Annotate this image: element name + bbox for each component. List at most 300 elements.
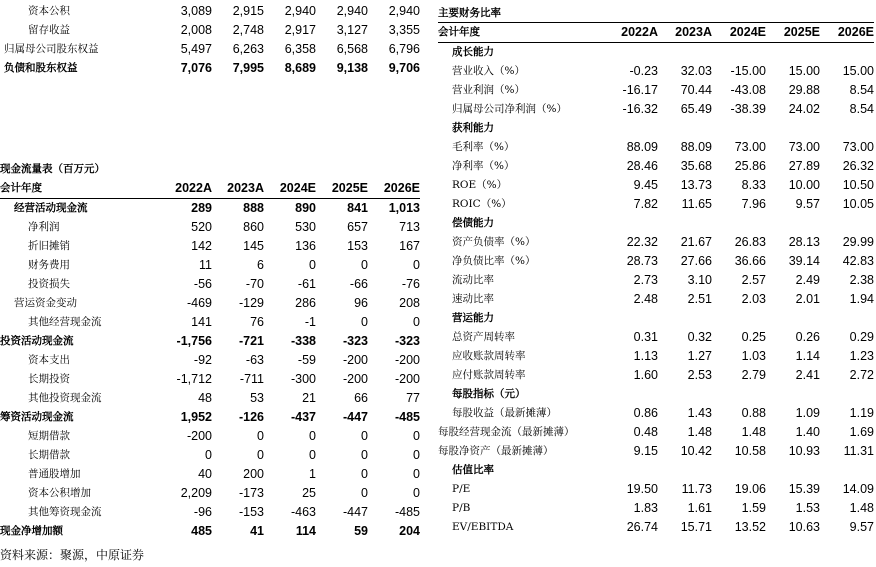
value-cell: 29.88 bbox=[788, 83, 820, 97]
row-label: 筹资活动现金流 bbox=[0, 411, 74, 423]
value-cell: 153 bbox=[347, 239, 368, 253]
value-cell: -61 bbox=[297, 277, 316, 291]
ratios-table bbox=[438, 23, 874, 537]
value-cell: 0 bbox=[309, 429, 316, 443]
value-cell: -16.32 bbox=[622, 102, 658, 116]
empty-cell bbox=[604, 309, 658, 328]
value-cell: 0 bbox=[413, 315, 420, 329]
value-cell: -92 bbox=[193, 353, 212, 367]
value-cell: 29.99 bbox=[842, 235, 874, 249]
row-label: 短期借款 bbox=[28, 430, 70, 442]
value-cell: 9,138 bbox=[336, 61, 368, 75]
value-cell: -200 bbox=[342, 372, 368, 386]
row-label: 归属母公司净利润（%） bbox=[452, 103, 567, 115]
row-label: 其他筹资现金流 bbox=[28, 506, 102, 518]
value-cell: 1.53 bbox=[795, 501, 820, 515]
empty-cell bbox=[766, 214, 820, 233]
value-cell: 1.13 bbox=[633, 349, 658, 363]
value-cell: 530 bbox=[295, 220, 316, 234]
value-cell: 2,940 bbox=[336, 4, 368, 18]
table-row bbox=[0, 446, 420, 465]
value-cell: 21.67 bbox=[680, 235, 712, 249]
header-label: 会计年度 bbox=[438, 23, 604, 43]
value-cell: 167 bbox=[399, 239, 420, 253]
value-cell: 10.00 bbox=[788, 178, 820, 192]
table-row bbox=[438, 499, 874, 518]
value-cell: 8.54 bbox=[849, 102, 874, 116]
header-year: 2023A bbox=[658, 23, 712, 43]
value-cell: -63 bbox=[245, 353, 264, 367]
value-cell: 841 bbox=[347, 201, 368, 215]
row-label: 普通股增加 bbox=[28, 468, 81, 480]
value-cell: 28.46 bbox=[626, 159, 658, 173]
table-row bbox=[438, 442, 874, 461]
cashflow-table bbox=[0, 179, 420, 541]
value-cell: 9.57 bbox=[849, 520, 874, 534]
cashflow-title: 现金流量表（百万元） bbox=[0, 163, 105, 175]
value-cell: 145 bbox=[243, 239, 264, 253]
value-cell: -66 bbox=[349, 277, 368, 291]
value-cell: 2,209 bbox=[180, 486, 212, 500]
value-cell: -76 bbox=[401, 277, 420, 291]
value-cell: 28.73 bbox=[626, 254, 658, 268]
value-cell: 1.59 bbox=[741, 501, 766, 515]
value-cell: 9.45 bbox=[633, 178, 658, 192]
value-cell: 32.03 bbox=[680, 64, 712, 78]
table-row bbox=[0, 351, 420, 370]
value-cell: -469 bbox=[186, 296, 212, 310]
value-cell: 1.48 bbox=[741, 425, 766, 439]
ratios-panel bbox=[438, 23, 874, 537]
value-cell: 11.31 bbox=[843, 444, 874, 458]
value-cell: 3,127 bbox=[336, 23, 368, 37]
value-cell: 26.83 bbox=[734, 235, 766, 249]
value-cell: -0.23 bbox=[629, 64, 658, 78]
value-cell: -96 bbox=[193, 505, 212, 519]
value-cell: 0 bbox=[205, 448, 212, 462]
row-label: 流动比率 bbox=[452, 274, 494, 286]
value-cell: 2.73 bbox=[633, 273, 658, 287]
row-label: 毛利率（%） bbox=[452, 141, 515, 153]
header-year: 2026E bbox=[368, 179, 420, 199]
table-row bbox=[0, 370, 420, 389]
empty-cell bbox=[820, 461, 874, 480]
value-cell: 289 bbox=[191, 201, 212, 215]
value-cell: 1.03 bbox=[741, 349, 766, 363]
value-cell: 3,089 bbox=[180, 4, 212, 18]
row-label: 归属母公司股东权益 bbox=[4, 43, 99, 55]
value-cell: -447 bbox=[342, 505, 368, 519]
value-cell: 2.72 bbox=[849, 368, 874, 382]
table-row bbox=[0, 427, 420, 446]
table-row bbox=[438, 138, 874, 157]
section-label: 获利能力 bbox=[452, 122, 494, 134]
row-label: 营运资金变动 bbox=[14, 297, 77, 309]
value-cell: 200 bbox=[243, 467, 264, 481]
value-cell: -173 bbox=[238, 486, 264, 500]
section-label: 偿债能力 bbox=[452, 217, 494, 229]
value-cell: 657 bbox=[347, 220, 368, 234]
row-label: 总资产周转率 bbox=[452, 331, 515, 343]
value-cell: 2.53 bbox=[687, 368, 712, 382]
value-cell: 0 bbox=[361, 429, 368, 443]
value-cell: 9.15 bbox=[633, 444, 658, 458]
value-cell: 15.71 bbox=[680, 520, 712, 534]
value-cell: 11.73 bbox=[681, 482, 712, 496]
table-row bbox=[0, 21, 420, 40]
value-cell: 2,008 bbox=[180, 23, 212, 37]
value-cell: 5,497 bbox=[180, 42, 212, 56]
table-row bbox=[438, 100, 874, 119]
table-row bbox=[0, 256, 420, 275]
value-cell: 1.94 bbox=[849, 292, 874, 306]
value-cell: 1.19 bbox=[849, 406, 874, 420]
value-cell: 36.66 bbox=[734, 254, 766, 268]
value-cell: 3,355 bbox=[388, 23, 420, 37]
table-row bbox=[0, 59, 420, 78]
value-cell: 142 bbox=[191, 239, 212, 253]
row-label: 净利率（%） bbox=[452, 160, 515, 172]
balance-sheet-tail bbox=[0, 2, 420, 78]
row-label: ROIC（%） bbox=[452, 198, 512, 210]
value-cell: 13.73 bbox=[680, 178, 712, 192]
row-label: 净负债比率（%） bbox=[452, 255, 536, 267]
value-cell: 10.05 bbox=[842, 197, 874, 211]
table-row bbox=[438, 62, 874, 81]
value-cell: 14.09 bbox=[842, 482, 874, 496]
value-cell: 0 bbox=[361, 467, 368, 481]
value-cell: 48 bbox=[198, 391, 212, 405]
table-row bbox=[438, 290, 874, 309]
row-label: 投资损失 bbox=[28, 278, 70, 290]
row-label: P/E bbox=[452, 483, 471, 495]
value-cell: 73.00 bbox=[734, 140, 766, 154]
empty-cell bbox=[766, 461, 820, 480]
value-cell: 1.09 bbox=[795, 406, 820, 420]
row-label: 长期投资 bbox=[28, 373, 70, 385]
table-row bbox=[0, 522, 420, 541]
value-cell: 0.31 bbox=[633, 330, 658, 344]
value-cell: -59 bbox=[297, 353, 316, 367]
empty-cell bbox=[712, 43, 766, 63]
value-cell: 2,940 bbox=[284, 4, 316, 18]
value-cell: 28.13 bbox=[788, 235, 820, 249]
value-cell: 0.25 bbox=[741, 330, 766, 344]
row-label: 每股经营现金流（最新摊薄） bbox=[438, 426, 575, 438]
empty-cell bbox=[604, 461, 658, 480]
row-label: 营业收入（%） bbox=[452, 65, 525, 77]
value-cell: -447 bbox=[342, 410, 368, 424]
value-cell: 204 bbox=[399, 524, 420, 538]
header-year: 2024E bbox=[264, 179, 316, 199]
value-cell: 10.58 bbox=[734, 444, 766, 458]
value-cell: 1 bbox=[309, 467, 316, 481]
table-row bbox=[0, 40, 420, 59]
balance-sheet-table bbox=[0, 2, 420, 78]
value-cell: 11.65 bbox=[681, 197, 712, 211]
value-cell: 1.14 bbox=[795, 349, 820, 363]
value-cell: 73.00 bbox=[842, 140, 874, 154]
row-label: 财务费用 bbox=[28, 259, 70, 271]
table-row bbox=[438, 423, 874, 442]
empty-cell bbox=[604, 119, 658, 138]
value-cell: 2,940 bbox=[388, 4, 420, 18]
value-cell: 2,917 bbox=[284, 23, 316, 37]
value-cell: 136 bbox=[295, 239, 316, 253]
table-row bbox=[438, 366, 874, 385]
value-cell: 53 bbox=[250, 391, 264, 405]
section-label: 每股指标（元） bbox=[452, 388, 526, 400]
value-cell: 88.09 bbox=[626, 140, 658, 154]
value-cell: 1.83 bbox=[633, 501, 658, 515]
row-label: 营业利润（%） bbox=[452, 84, 525, 96]
value-cell: 0 bbox=[257, 429, 264, 443]
value-cell: 3.10 bbox=[687, 273, 712, 287]
header-row bbox=[438, 23, 874, 43]
value-cell: -323 bbox=[394, 334, 420, 348]
cashflow-panel bbox=[0, 179, 420, 541]
empty-cell bbox=[820, 385, 874, 404]
value-cell: 15.39 bbox=[788, 482, 820, 496]
empty-cell bbox=[658, 119, 712, 138]
row-label: 折旧摊销 bbox=[28, 240, 70, 252]
empty-cell bbox=[766, 119, 820, 138]
value-cell: 15.00 bbox=[842, 64, 874, 78]
value-cell: 26.32 bbox=[842, 159, 874, 173]
empty-cell bbox=[766, 385, 820, 404]
row-label: 应付账款周转率 bbox=[452, 369, 526, 381]
value-cell: 10.42 bbox=[680, 444, 712, 458]
header-row bbox=[0, 179, 420, 199]
header-year: 2022A bbox=[604, 23, 658, 43]
value-cell: 6,796 bbox=[388, 42, 420, 56]
value-cell: 11 bbox=[199, 258, 212, 272]
row-label: 净利润 bbox=[28, 221, 60, 233]
row-label: 速动比率 bbox=[452, 293, 494, 305]
table-row bbox=[438, 480, 874, 499]
header-year: 2026E bbox=[820, 23, 874, 43]
value-cell: -300 bbox=[290, 372, 316, 386]
header-year: 2023A bbox=[212, 179, 264, 199]
header-year: 2025E bbox=[766, 23, 820, 43]
value-cell: 0.29 bbox=[849, 330, 874, 344]
value-cell: 21 bbox=[302, 391, 316, 405]
value-cell: 2.38 bbox=[849, 273, 874, 287]
value-cell: 114 bbox=[295, 524, 316, 538]
empty-cell bbox=[820, 119, 874, 138]
table-row bbox=[438, 233, 874, 252]
value-cell: -200 bbox=[342, 353, 368, 367]
row-label: 资本公积 bbox=[28, 5, 70, 17]
value-cell: 2.01 bbox=[795, 292, 820, 306]
section-label: 营运能力 bbox=[452, 312, 494, 324]
table-row bbox=[438, 176, 874, 195]
value-cell: 7,995 bbox=[232, 61, 264, 75]
value-cell: 65.49 bbox=[680, 102, 712, 116]
table-row bbox=[438, 81, 874, 100]
value-cell: 7.82 bbox=[633, 197, 658, 211]
value-cell: 0 bbox=[257, 448, 264, 462]
value-cell: 0.86 bbox=[633, 406, 658, 420]
table-row bbox=[438, 404, 874, 423]
value-cell: 2.49 bbox=[795, 273, 820, 287]
value-cell: 7,076 bbox=[180, 61, 212, 75]
value-cell: 860 bbox=[243, 220, 264, 234]
value-cell: -56 bbox=[193, 277, 212, 291]
value-cell: -70 bbox=[245, 277, 264, 291]
value-cell: 15.00 bbox=[788, 64, 820, 78]
value-cell: 1.23 bbox=[849, 349, 874, 363]
value-cell: 10.50 bbox=[842, 178, 874, 192]
row-label: ROE（%） bbox=[452, 179, 508, 191]
header-year: 2022A bbox=[160, 179, 212, 199]
table-row bbox=[438, 157, 874, 176]
value-cell: 286 bbox=[295, 296, 316, 310]
value-cell: 0 bbox=[361, 258, 368, 272]
table-row bbox=[438, 271, 874, 290]
row-label: 长期借款 bbox=[28, 449, 70, 461]
table-row bbox=[0, 332, 420, 351]
value-cell: -1,756 bbox=[176, 334, 212, 348]
value-cell: 27.66 bbox=[680, 254, 712, 268]
table-row bbox=[0, 389, 420, 408]
header-year: 2025E bbox=[316, 179, 368, 199]
table-row bbox=[0, 275, 420, 294]
value-cell: -1 bbox=[304, 315, 316, 329]
value-cell: 1.60 bbox=[633, 368, 658, 382]
header-year: 2024E bbox=[712, 23, 766, 43]
table-row bbox=[438, 518, 874, 537]
section-row bbox=[438, 214, 874, 233]
table-row bbox=[438, 347, 874, 366]
value-cell: 1.27 bbox=[687, 349, 712, 363]
value-cell: -129 bbox=[238, 296, 264, 310]
empty-cell bbox=[712, 461, 766, 480]
value-cell: 2.48 bbox=[633, 292, 658, 306]
value-cell: 59 bbox=[354, 524, 368, 538]
row-label: 投资活动现金流 bbox=[0, 335, 74, 347]
table-row bbox=[0, 2, 420, 21]
empty-cell bbox=[658, 43, 712, 63]
value-cell: 520 bbox=[191, 220, 212, 234]
table-row bbox=[0, 199, 420, 219]
value-cell: 6 bbox=[257, 258, 264, 272]
value-cell: -153 bbox=[238, 505, 264, 519]
value-cell: 19.06 bbox=[734, 482, 766, 496]
value-cell: 8.54 bbox=[849, 83, 874, 97]
value-cell: -721 bbox=[238, 334, 264, 348]
value-cell: -15.00 bbox=[730, 64, 766, 78]
value-cell: 10.93 bbox=[788, 444, 820, 458]
source-note: 资料来源：聚源，中原证券 bbox=[0, 548, 145, 562]
value-cell: 1,013 bbox=[388, 201, 420, 215]
empty-cell bbox=[766, 43, 820, 63]
section-label: 估值比率 bbox=[452, 464, 494, 476]
row-label: 每股收益（最新摊薄） bbox=[452, 407, 557, 419]
value-cell: 19.50 bbox=[626, 482, 658, 496]
empty-cell bbox=[820, 43, 874, 63]
value-cell: 76 bbox=[250, 315, 264, 329]
table-row bbox=[0, 218, 420, 237]
empty-cell bbox=[658, 461, 712, 480]
value-cell: -200 bbox=[186, 429, 212, 443]
value-cell: -200 bbox=[394, 353, 420, 367]
row-label: 应收账款周转率 bbox=[452, 350, 526, 362]
value-cell: 2.51 bbox=[687, 292, 712, 306]
row-label: 负债和股东权益 bbox=[4, 62, 78, 74]
value-cell: 6,358 bbox=[284, 42, 316, 56]
value-cell: -200 bbox=[394, 372, 420, 386]
value-cell: 1.48 bbox=[849, 501, 874, 515]
value-cell: 2.41 bbox=[795, 368, 820, 382]
value-cell: 41 bbox=[250, 524, 264, 538]
section-label: 成长能力 bbox=[452, 46, 494, 58]
value-cell: 8.33 bbox=[741, 178, 766, 192]
value-cell: -38.39 bbox=[730, 102, 766, 116]
value-cell: 485 bbox=[191, 524, 212, 538]
value-cell: -485 bbox=[394, 505, 420, 519]
value-cell: 2.57 bbox=[741, 273, 766, 287]
value-cell: 0 bbox=[309, 258, 316, 272]
value-cell: 22.32 bbox=[626, 235, 658, 249]
value-cell: 6,568 bbox=[336, 42, 368, 56]
value-cell: 0 bbox=[361, 448, 368, 462]
value-cell: 0.32 bbox=[687, 330, 712, 344]
value-cell: 0 bbox=[361, 315, 368, 329]
value-cell: 39.14 bbox=[788, 254, 820, 268]
value-cell: -711 bbox=[239, 372, 264, 386]
value-cell: 0.26 bbox=[795, 330, 820, 344]
value-cell: 0.48 bbox=[633, 425, 658, 439]
value-cell: 208 bbox=[399, 296, 420, 310]
value-cell: 0 bbox=[361, 486, 368, 500]
empty-cell bbox=[604, 385, 658, 404]
value-cell: 6,263 bbox=[232, 42, 264, 56]
value-cell: 10.63 bbox=[788, 520, 820, 534]
section-row bbox=[438, 43, 874, 63]
value-cell: 0 bbox=[413, 429, 420, 443]
value-cell: -1,712 bbox=[176, 372, 212, 386]
value-cell: 70.44 bbox=[680, 83, 712, 97]
empty-cell bbox=[712, 309, 766, 328]
section-row bbox=[438, 461, 874, 480]
section-row bbox=[438, 119, 874, 138]
table-row bbox=[0, 408, 420, 427]
empty-cell bbox=[712, 214, 766, 233]
row-label: 每股净资产（最新摊薄） bbox=[438, 445, 554, 457]
value-cell: 24.02 bbox=[788, 102, 820, 116]
value-cell: -463 bbox=[290, 505, 316, 519]
row-label: 其他投资现金流 bbox=[28, 392, 102, 404]
value-cell: 13.52 bbox=[734, 520, 766, 534]
table-row bbox=[0, 503, 420, 522]
value-cell: 88.09 bbox=[680, 140, 712, 154]
value-cell: 888 bbox=[243, 201, 264, 215]
value-cell: 0 bbox=[309, 448, 316, 462]
row-label: EV/EBITDA bbox=[452, 521, 514, 533]
section-row bbox=[438, 385, 874, 404]
value-cell: 1.40 bbox=[795, 425, 820, 439]
value-cell: 1.43 bbox=[687, 406, 712, 420]
empty-cell bbox=[712, 385, 766, 404]
table-row bbox=[438, 195, 874, 214]
value-cell: -437 bbox=[290, 410, 316, 424]
value-cell: 0.88 bbox=[741, 406, 766, 420]
value-cell: 141 bbox=[191, 315, 212, 329]
empty-cell bbox=[820, 214, 874, 233]
value-cell: 26.74 bbox=[626, 520, 658, 534]
value-cell: 1.48 bbox=[687, 425, 712, 439]
